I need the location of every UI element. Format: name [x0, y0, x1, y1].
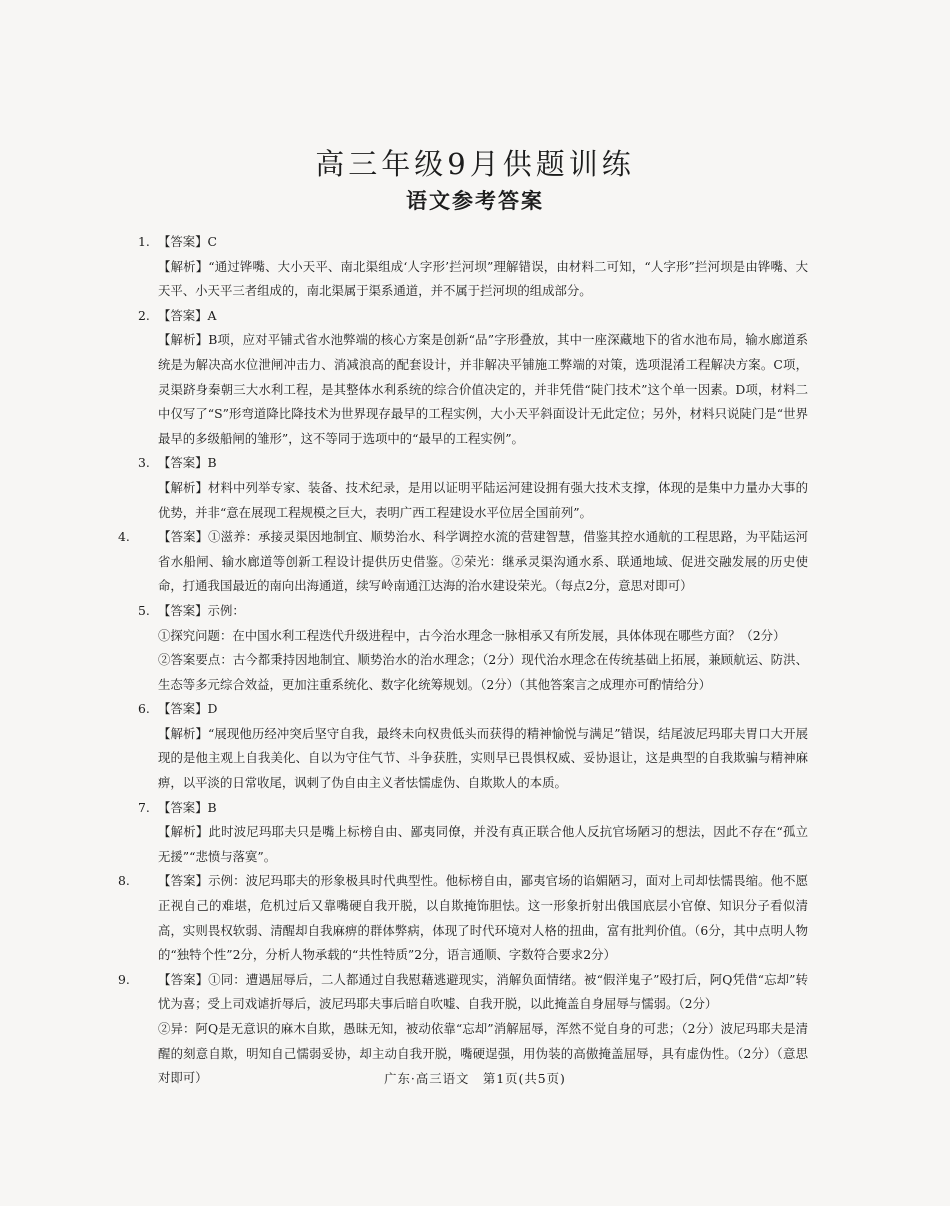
answer-line — [118, 869, 808, 967]
answer-text: 【答案】D — [158, 701, 218, 717]
answer-text: 【答案】①滋养：承接灵渠因地制宜、顺势治水、科学调控水流的营建智慧，借鉴其控水通航的工程思路，为平陆运河省水船闸、输水廊道等创新工程设计提供历史借鉴。②荣光：继承灵渠沟通水系、联通地域、促进交融发展的历史使命，打通我国最近的南向出海通道，续写岭南通江达海的治水建设荣光。（每点2分，意思对即可） — [158, 529, 808, 594]
answer-line — [118, 968, 808, 1017]
page-subtitle: 语文参考答案 — [406, 188, 544, 213]
analysis-text: 【解析】“展现他历经冲突后坚守自我，最终未向权贵低头而获得的精神愉悦与满足”错误，结尾波尼玛耶夫胃口大开展现的是他主观上自我美化、自以为守住气节、斗争获胜，实则早已畏惧权威、妥协退让，这是典型的自我欺骗与精神麻痹，以平淡的日常收尾，讽刺了伪自由主义者怯懦虚伪、自欺欺人的本质。 — [158, 725, 808, 791]
answer-text: 【答案】示例： — [158, 602, 245, 618]
question-number: 9. — [118, 971, 130, 987]
answer-line — [138, 304, 808, 329]
answer-detail: ②异：阿Q是无意识的麻木自欺，愚昧无知，被动依靠“忘却”消解屈辱，浑然不觉自身的可悲；（2分）波尼玛耶夫是清醒的刻意自欺，明知自己懦弱妥协，却主动自我开脱，嘴硬逞强，用伪装的高傲掩盖屈辱，具有虚伪性。（2分）（意思对即可） — [158, 1021, 808, 1086]
question-number: 1. — [138, 234, 150, 249]
page-footer: 广东·高三语文 第1页(共5页) — [384, 1071, 566, 1086]
answer-text: 【答案】A — [158, 307, 217, 323]
question-number: 6. — [138, 701, 150, 717]
question-number: 5. — [138, 602, 150, 618]
answer-text: 【答案】B — [158, 455, 217, 471]
question-number: 2. — [138, 307, 150, 323]
analysis-text: 【解析】材料中列举专家、装备、技术纪录，是用以证明平陆运河建设拥有强大技术支撑，体现的是集中力量办大事的优势，并非“意在展现工程规模之巨大，表明广西工程建设水平位居全国前列”。 — [158, 479, 808, 520]
answer-line — [138, 599, 808, 624]
analysis-text: 【解析】B项，应对平铺式省水池弊端的核心方案是创新“品”字形叠放，其中一座深藏地下的省水池布局，输水廊道系统是为解决高水位泄闸冲击力、消减浪高的配套设计，并非解决平铺施工弊端的对策，选项混淆工程解决方案。C项，灵渠跻身秦朝三大水利工程，是其整体水利系统的综合价值决定的，并非凭借“陡门技术”这个单一因素。D项，材料二中仅写了“S”形弯道降比降技术为世界现存最早的工程实例，大小天平斜面设计无此定位；另外，材料只说陡门是“世界最早的多级船闸的雏形”，这不等同于选项中的“最早的工程实例”。 — [158, 332, 808, 446]
answer-line — [138, 230, 808, 255]
page-title: 高三年级9月供题训练 — [315, 147, 635, 181]
answer-text: 【答案】C — [158, 234, 218, 249]
analysis-text: 【解析】此时波尼玛耶夫只是嘴上标榜自由、鄙夷同僚，并没有真正联合他人反抗官场陋习的想法，因此不存在“孤立无援”“悲愤与落寞”。 — [158, 824, 808, 864]
answer-list — [118, 230, 808, 1091]
answer-text: 【答案】示例：波尼玛耶夫的形象极具时代典型性。他标榜自由，鄙夷官场的谄媚陋习，面对上司却怯懦畏缩。他不愿正视自己的难堪，危机过后又靠嘴硬自我开脱，以自欺掩饰胆怯。这一形象折射出俄国底层小官僚、知识分子看似清高，实则畏权软弱、清醒却自我麻痹的群体弊病，体现了时代环境对人格的扭曲，富有批判价值。（6分，其中点明人物的“独特个性”2分，分析人物承载的“共性特质”2分，语言通顺、字数符合要求2分） — [158, 873, 808, 963]
answer-detail: ②答案要点：古今都秉持因地制宜、顺势治水的治水理念；（2分）现代治水理念在传统基础上拓展，兼顾航运、防洪、生态等多元综合效益，更加注重系统化、数字化统筹规划。（2分）（其他答案言之成理亦可酌情给分） — [158, 652, 808, 692]
answer-line — [138, 697, 808, 722]
answer-line — [138, 796, 808, 821]
question-number: 4. — [118, 529, 130, 545]
answer-line — [118, 525, 808, 599]
answer-text: 【答案】①同：遭遇屈辱后，二人都通过自我慰藉逃避现实，消解负面情绪。被“假洋鬼子”殴打后，阿Q凭借“忘却”转忧为喜；受上司戏谑折辱后，波尼玛耶夫事后暗自吹嘘、自我开脱，以此掩盖自身屈辱与懦弱。（2分） — [158, 971, 808, 1012]
analysis-text: 【解析】“通过铧嘴、大小天平、南北渠组成‘人字形’拦河坝”理解错误，由材料二可知，“人字形”拦河坝是由铧嘴、大天平、小天平三者组成的，南北渠属于渠系通道，并不属于拦河坝的组成部分。 — [158, 258, 808, 299]
answer-text: 【答案】B — [158, 799, 217, 815]
answer-line — [138, 451, 808, 476]
question-number: 8. — [118, 873, 130, 889]
question-number: 3. — [138, 455, 150, 471]
question-number: 7. — [138, 799, 150, 815]
answer-detail: ①探究问题：在中国水利工程迭代升级进程中，古今治水理念一脉相承又有所发展，具体体现在哪些方面？（2分） — [158, 627, 786, 643]
